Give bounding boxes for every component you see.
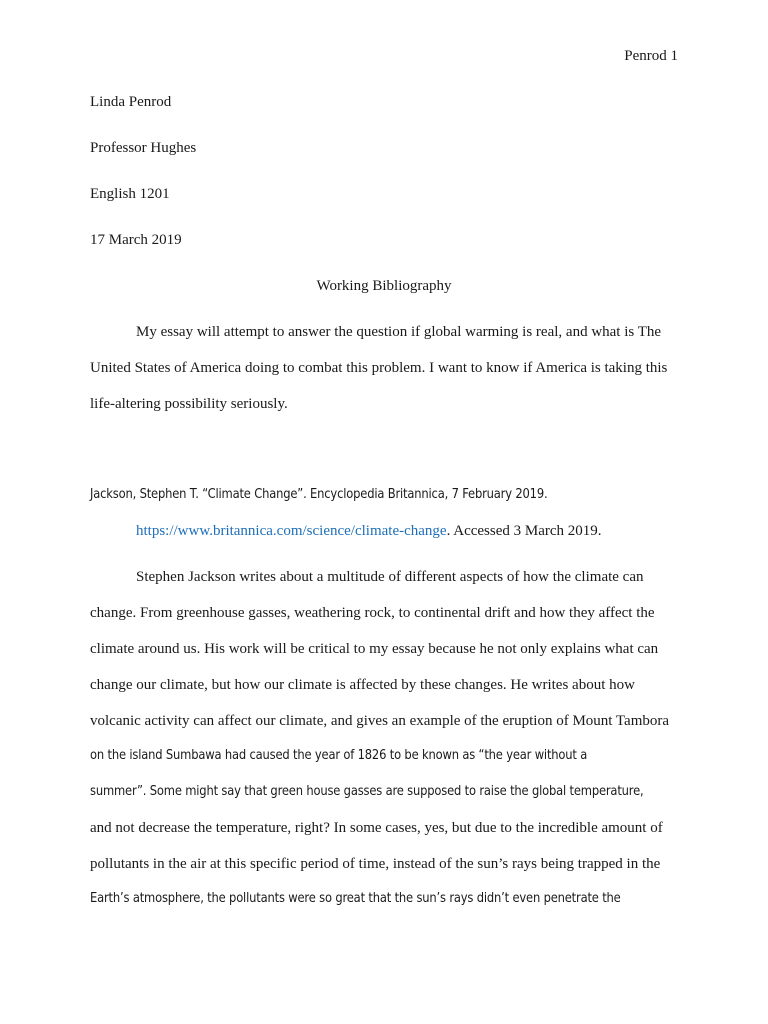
annotation-line: volcanic activity can affect our climate, and gives an example of the eruption of Mount Tambora xyxy=(90,713,670,729)
document-title: Working Bibliography xyxy=(316,278,452,294)
annotation-line: pollutants in the air at this specific period of time, instead of the sun’s rays being trapped in the xyxy=(90,856,661,872)
running-head: Penrod 1 xyxy=(624,48,678,64)
course-name: English 1201 xyxy=(90,186,170,202)
annotation-line: on the island Sumbawa had caused the year of 1826 to be known as “the year without a xyxy=(90,748,588,763)
annotation-line: and not decrease the temperature, right? In some cases, yes, but due to the incredible amount of xyxy=(90,820,663,836)
intro-line: life-altering possibility seriously. xyxy=(90,396,288,412)
annotation-line: climate around us. His work will be critical to my essay because he not only explains what can xyxy=(90,641,659,657)
intro-line: United States of America doing to combat this problem. I want to know if America is taking this xyxy=(90,360,668,376)
annotation-line: Stephen Jackson writes about a multitude of different aspects of how the climate can xyxy=(136,569,644,585)
document-date: 17 March 2019 xyxy=(90,232,182,248)
author-name: Linda Penrod xyxy=(90,94,172,110)
annotation-line: Earth’s atmosphere, the pollutants were so great that the sun’s rays didn’t even penetrate the xyxy=(90,891,621,906)
citation-url-line xyxy=(136,521,602,541)
citation-accessed: . Accessed 3 March 2019. xyxy=(446,523,602,539)
citation-line: Jackson, Stephen T. “Climate Change”. Encyclopedia Britannica, 7 February 2019. xyxy=(90,487,548,502)
annotation-line: summer”. Some might say that green house gasses are supposed to raise the global temperature, xyxy=(90,784,644,799)
instructor-name: Professor Hughes xyxy=(90,140,197,156)
intro-line: My essay will attempt to answer the question if global warming is real, and what is The xyxy=(136,324,662,340)
annotation-line: change. From greenhouse gasses, weathering rock, to continental drift and how they affect the xyxy=(90,605,655,621)
annotation-line: change our climate, but how our climate is affected by these changes. He writes about how xyxy=(90,677,635,693)
citation-url-link[interactable]: https://www.britannica.com/science/climate-change xyxy=(136,523,447,539)
